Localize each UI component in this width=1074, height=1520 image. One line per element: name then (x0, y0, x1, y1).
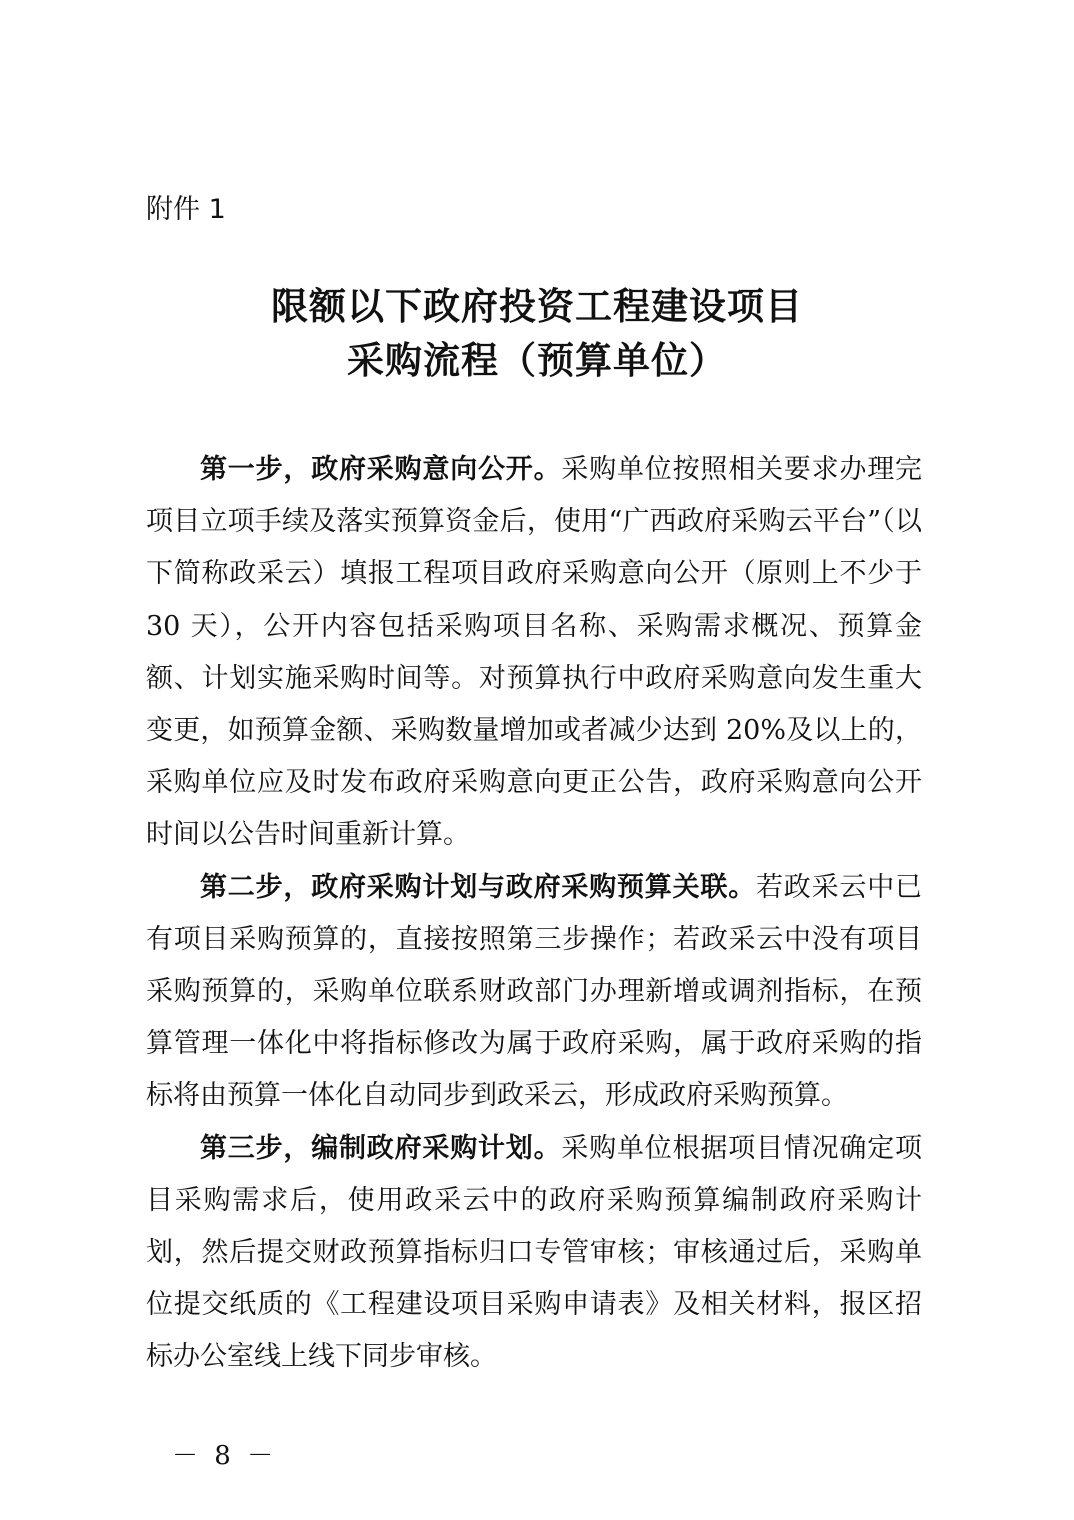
paragraph-step-1 (146, 444, 922, 862)
paragraph-step-2 (146, 862, 922, 1123)
paragraph-step-3 (146, 1123, 922, 1384)
attachment-label: 附件 1 (146, 194, 226, 225)
paragraph-text: 若政采云中已有项目采购预算的，直接按照第三步操作；若政采云中没有项目采购预算的，采购单位联系财政部门办理新增或调剂指标，在预算管理一体化中将指标修改为属于政府采购，属于政府采购的指标将由预算一体化自动同步到政采云，形成政府采购预算。 (146, 871, 922, 1112)
document-title-line-2: 采购流程（预算单位） (347, 339, 727, 382)
document-title-line-1: 限额以下政府投资工程建设项目 (271, 285, 803, 328)
paragraph-text: 采购单位按照相关要求办理完项目立项手续及落实预算资金后，使用“广西政府采购云平台”（以下简称政采云）填报工程项目政府采购意向公开（原则上不少于 30 天），公开内容包括采购项目名称、采购需求概况、预算金额、计划实施采购时间等。对预算执行中政府采购意向发生重大变更，如预算金额、采购数量增加或者减少达到 20%及以上的，采购单位应及时发布政府采购意向更正公告，政府采购意向公开时间以公告时间重新计算。 (146, 454, 923, 851)
paragraph-lead: 第三步，编制政府采购计划。 (200, 1132, 562, 1164)
paragraph-text: 采购单位根据项目情况确定项目采购需求后，使用政采云中的政府采购预算编制政府采购计划，然后提交财政预算指标归口专管审核；审核通过后，采购单位提交纸质的《工程建设项目采购申请表》及相关材料，报区招标办公室线上线下同步审核。 (146, 1132, 923, 1373)
paragraph-lead: 第二步，政府采购计划与政府采购预算关联。 (200, 871, 756, 903)
document-body (146, 444, 922, 1384)
paragraph-lead: 第一步，政府采购意向公开。 (200, 454, 562, 485)
page-number: － 8 － (172, 1441, 278, 1471)
